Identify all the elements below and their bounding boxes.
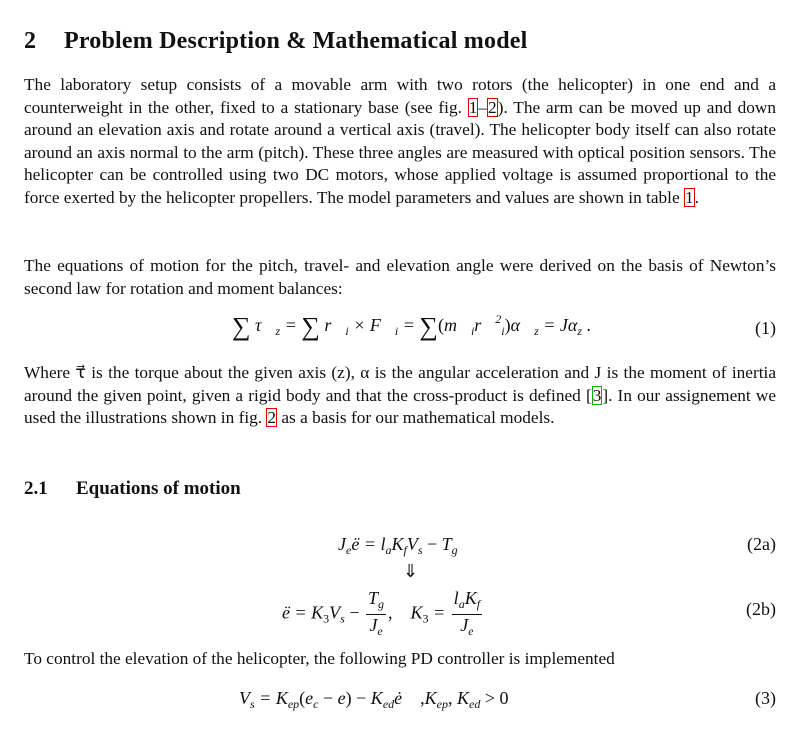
subsection-number: 2.1 (24, 478, 48, 499)
paragraph-text: . (694, 187, 699, 207)
equation-2b (24, 588, 776, 638)
implies-arrow (24, 561, 776, 585)
section-heading (24, 28, 527, 55)
paragraph-text: ]. In our assignement we used the illustrations shown in fig. (24, 385, 776, 427)
equation-2b-body: ë = $K_3V_s$ − $\frac{T_g}{J_e}$ , $K_3$ = $\frac{l_aK_f}{J_e}$ (282, 588, 481, 638)
equation-3-body: $V_s = K_{ep}(e_c - e)$ − $K_{ed}ė$ $,K_{ep}$, $K_{ed} > 0$ (239, 688, 509, 711)
paragraph-text: ). The arm can be moved up and down around an elevation axis and rotate around a vertical axis (travel). The helicopter body itself can also rotate around an axis normal to the arm (pitch). These three angles are measured with optical position sensors. The helicopter can be controlled using two DC motors, whose applied voltage is assumed proportional to the force exerted by the helicopter propellers. The model parameters and values are shown in table (24, 97, 776, 207)
equation-2a-body: $J_eë = l_aK_fV_s - T_g$ (338, 534, 458, 557)
citation-ref-3[interactable]: 3 (592, 385, 602, 405)
paragraph-text: The laboratory setup consists of a movable arm with two rotors (the helicopter) in one end and a counterweight in the other, fixed to a stationary base (see fig. (24, 75, 776, 117)
equation-2b-number: (2b) (746, 599, 776, 619)
equation-3 (24, 688, 776, 728)
paragraph-equations-intro: The equations of motion for the pitch, travel- and elevation angle were derived on the basis of Newton’s second law for rotation and moment balances: (24, 256, 776, 298)
paragraph-text: Where τ⃗ is the torque about the given axis (z), α is the angular acceleration and J is the moment of inertia around the given point, given a rigid body and that the cross-product is defined [ (24, 363, 776, 405)
paragraph-controller: To control the elevation of the helicopter, the following PD controller is implemented (24, 649, 615, 668)
equation-2a-number: (2a) (747, 534, 776, 554)
paragraph-text: – (478, 97, 488, 117)
section-title: Problem Description & Mathematical model (64, 28, 528, 54)
paragraph-text: as a basis for our mathematical models. (277, 408, 555, 427)
section-number: 2 (24, 28, 37, 54)
figure-ref-1[interactable]: 1 (468, 97, 478, 117)
equation-3-number: (3) (755, 688, 776, 708)
subsection-title: Equations of motion (76, 478, 241, 499)
implies-arrow-icon: ⇓ (403, 561, 419, 581)
subsection-heading (24, 478, 241, 500)
figure-ref-2b[interactable]: 2 (267, 408, 277, 427)
figure-ref-2[interactable]: 2 (488, 97, 497, 117)
equation-1 (24, 312, 776, 352)
table-ref-1[interactable]: 1 (684, 187, 694, 207)
equation-1-number: (1) (755, 318, 776, 338)
equation-1-body: ∑ $\tau⃗_z$ = ∑ $r⃗_i$ × $F⃗_i$ = $\sum(m⃗_ir⃗^2_i)\alpha⃗_z = J\alpha_z$ . (232, 312, 592, 341)
paragraph-setup (24, 74, 776, 209)
paragraph-definitions (24, 362, 776, 430)
